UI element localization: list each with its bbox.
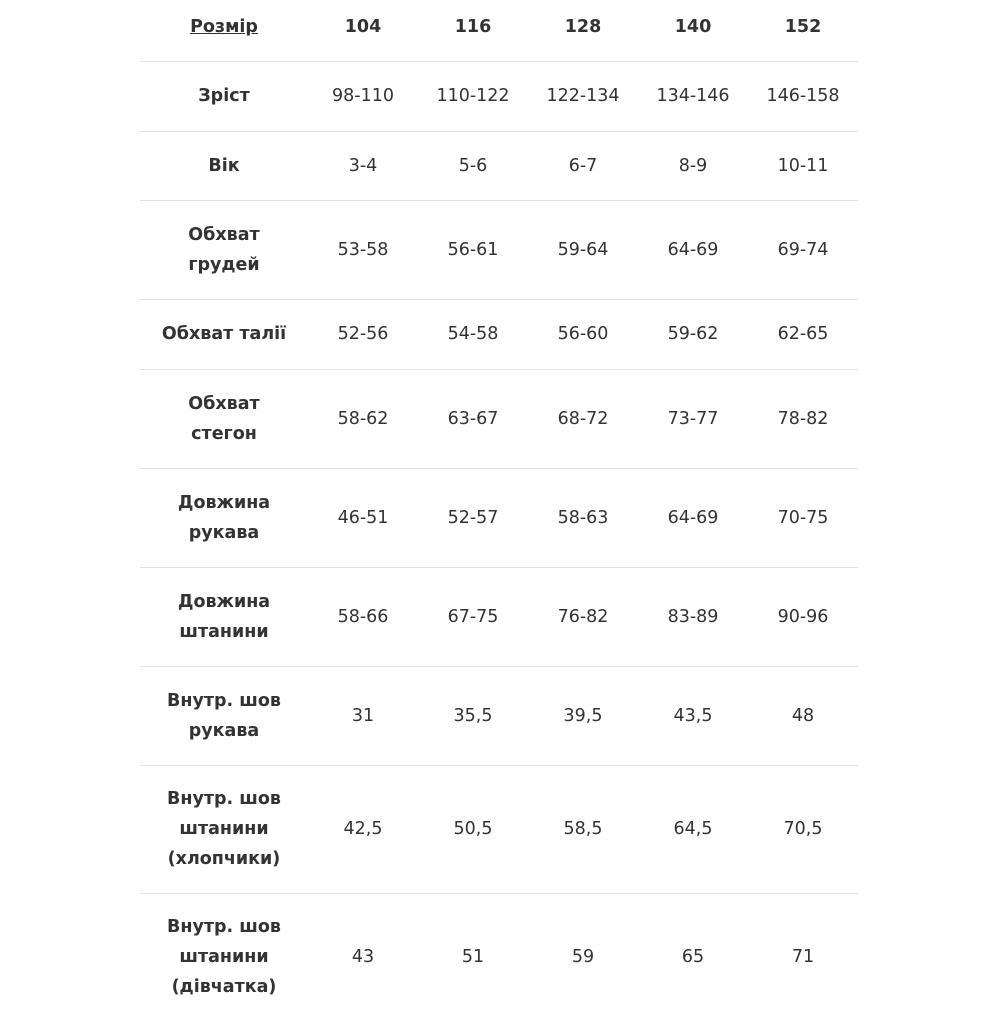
value-cell: 58,5 [528, 765, 638, 893]
value-cell: 69-74 [748, 200, 858, 299]
size-header-cell: 116 [418, 0, 528, 61]
row-label [140, 299, 308, 369]
value-cell: 70,5 [748, 765, 858, 893]
value-cell: 6-7 [528, 131, 638, 200]
value-cell: 39,5 [528, 666, 638, 765]
value-cell: 58-62 [308, 369, 418, 468]
row-label [140, 765, 308, 893]
value-cell: 64,5 [638, 765, 748, 893]
value-cell: 64-69 [638, 468, 748, 567]
value-cell: 59-64 [528, 200, 638, 299]
row-label [140, 893, 308, 1021]
value-cell: 110-122 [418, 61, 528, 131]
row-label-line: Внутр. шов [167, 789, 281, 809]
table-row [140, 61, 858, 131]
value-cell: 56-60 [528, 299, 638, 369]
row-label-line: штанини [179, 819, 269, 839]
value-cell: 146-158 [748, 61, 858, 131]
table-row [140, 131, 858, 200]
row-label-line: рукава [188, 720, 260, 741]
row-label-line: штанини [179, 947, 269, 968]
value-cell: 3-4 [308, 131, 418, 200]
size-header-cell: 128 [528, 0, 638, 61]
value-cell: 50,5 [418, 765, 528, 893]
row-label-line: Обхват [188, 393, 260, 414]
value-cell: 76-82 [528, 567, 638, 666]
value-cell: 5-6 [418, 131, 528, 200]
value-cell: 43,5 [638, 666, 748, 765]
row-label-line: (хлопчики) [167, 849, 281, 869]
value-cell: 67-75 [418, 567, 528, 666]
row-label-line: Вік [208, 155, 240, 176]
table-row [140, 369, 858, 468]
value-cell: 134-146 [638, 61, 748, 131]
value-cell: 46-51 [308, 468, 418, 567]
value-cell: 90-96 [748, 567, 858, 666]
value-cell: 98-110 [308, 61, 418, 131]
row-label [140, 468, 308, 567]
row-label-line: грудей [188, 254, 260, 275]
value-cell: 59-62 [638, 299, 748, 369]
row-label-line: штанини [179, 621, 269, 642]
row-label [140, 567, 308, 666]
value-cell: 64-69 [638, 200, 748, 299]
value-cell: 73-77 [638, 369, 748, 468]
row-label-line: Внутр. шов [167, 917, 281, 938]
table-row [140, 666, 858, 765]
value-cell: 71 [791, 947, 815, 968]
row-label-line: Обхват талії [161, 324, 287, 344]
size-header-cell: 152 [748, 0, 858, 61]
table-row [140, 468, 858, 567]
size-header-cell: 140 [638, 0, 748, 61]
size-header-label[interactable]: Розмір [140, 0, 308, 61]
value-cell: 43 [351, 947, 375, 968]
value-cell: 63-67 [418, 369, 528, 468]
row-label [140, 61, 308, 131]
size-header-cell: 104 [308, 0, 418, 61]
table-row [140, 765, 858, 893]
value-cell: 58-66 [308, 567, 418, 666]
value-cell: 68-72 [528, 369, 638, 468]
value-cell: 48 [748, 666, 858, 765]
value-cell: 58-63 [528, 468, 638, 567]
value-cell: 52-56 [308, 299, 418, 369]
value-cell: 59 [571, 947, 595, 968]
value-cell: 65 [681, 947, 705, 968]
row-label-line: Внутр. шов [167, 690, 281, 711]
value-cell: 35,5 [418, 666, 528, 765]
row-label [140, 131, 308, 200]
value-cell: 53-58 [308, 200, 418, 299]
value-cell: 51 [461, 947, 485, 968]
row-label-line: Довжина [177, 591, 271, 612]
value-cell: 10-11 [748, 131, 858, 200]
table-header-row [140, 0, 858, 61]
row-label-line: Довжина [177, 492, 271, 513]
row-label [140, 369, 308, 468]
value-cell: 54-58 [418, 299, 528, 369]
row-label-line: (дівчатка) [171, 977, 277, 998]
table-row [140, 567, 858, 666]
row-label [140, 666, 308, 765]
value-cell: 31 [308, 666, 418, 765]
value-cell: 56-61 [418, 200, 528, 299]
value-cell: 83-89 [638, 567, 748, 666]
value-cell: 78-82 [748, 369, 858, 468]
table-row [140, 299, 858, 369]
size-chart-table [140, 0, 858, 1021]
table-row [140, 200, 858, 299]
value-cell: 42,5 [308, 765, 418, 893]
value-cell: 70-75 [748, 468, 858, 567]
row-label-line: Зріст [198, 86, 250, 106]
row-label [140, 200, 308, 299]
row-label-line: Обхват [188, 224, 260, 245]
value-cell: 62-65 [748, 299, 858, 369]
row-label-line: стегон [191, 423, 257, 444]
table-row [140, 893, 858, 1021]
value-cell: 8-9 [638, 131, 748, 200]
row-label-line: рукава [188, 522, 260, 543]
value-cell: 122-134 [528, 61, 638, 131]
value-cell: 52-57 [418, 468, 528, 567]
